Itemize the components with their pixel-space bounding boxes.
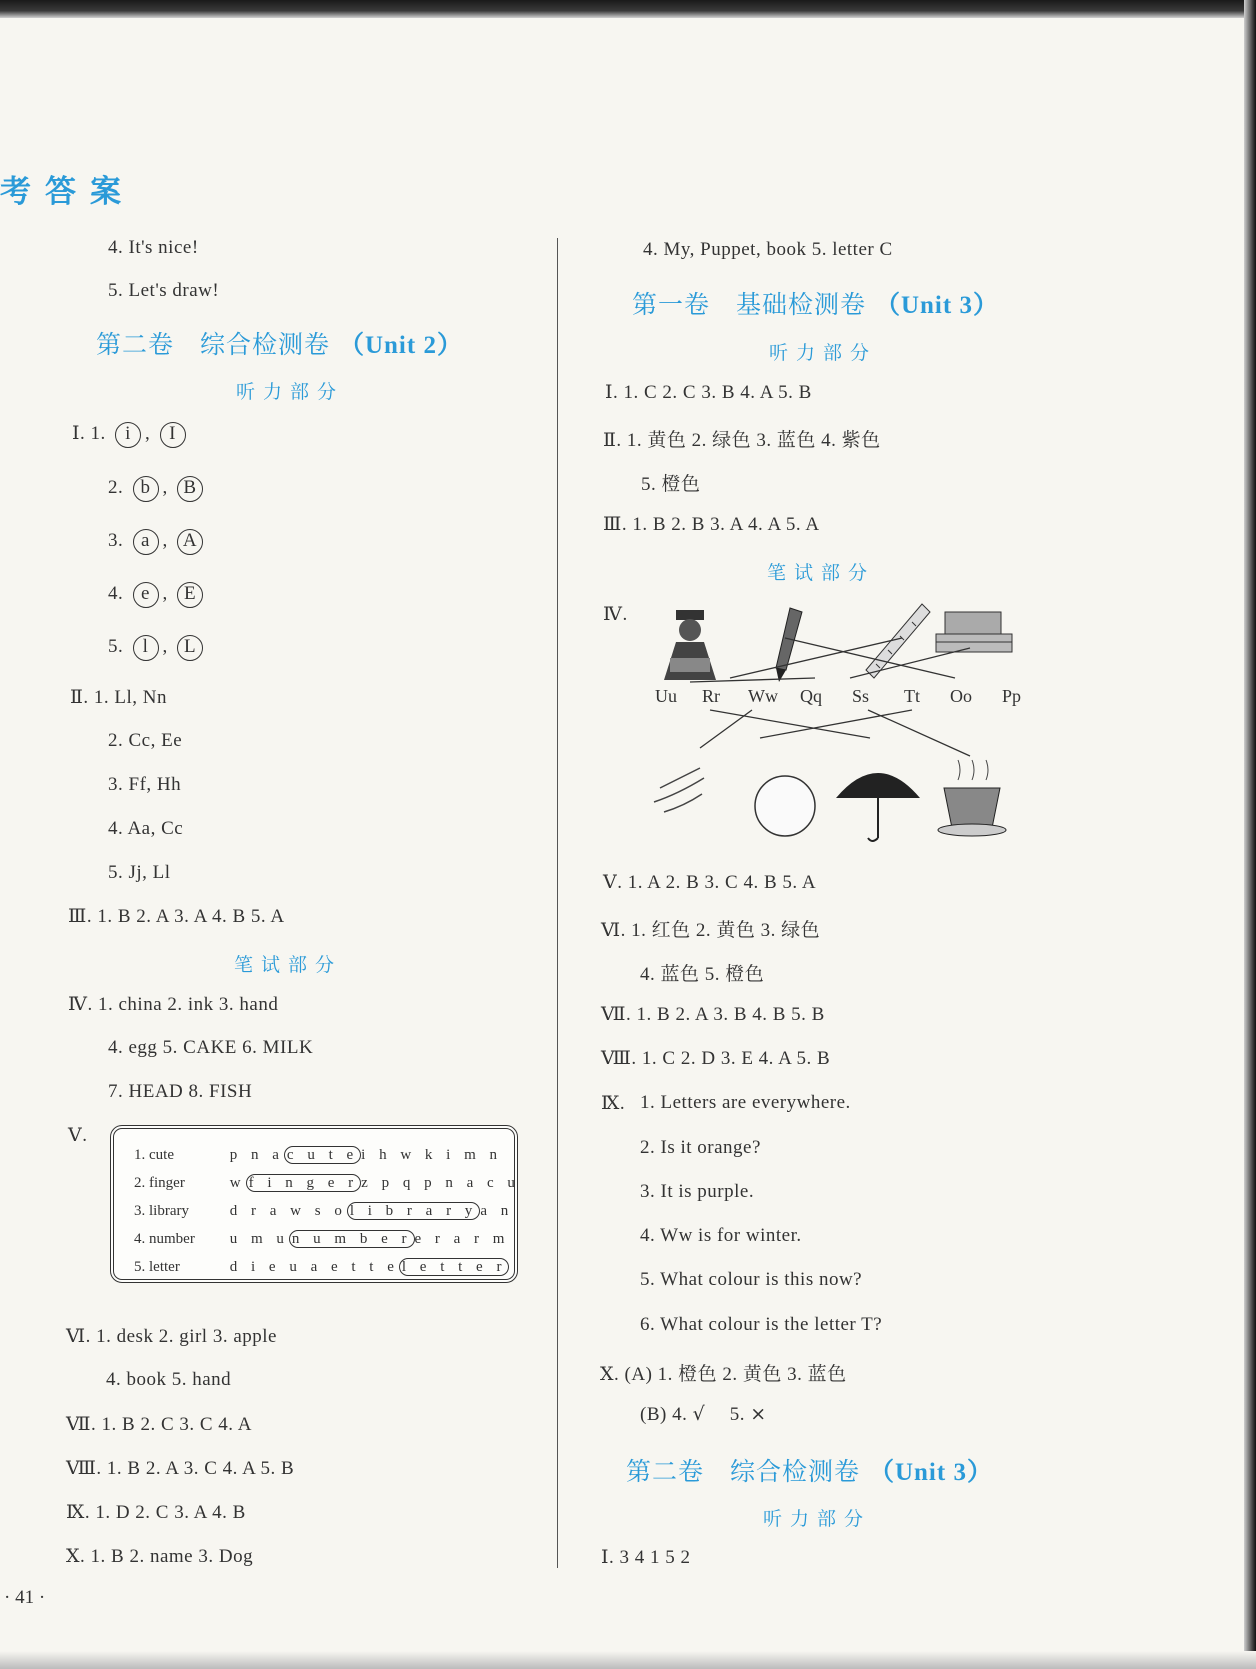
q4-label: Ⅳ. — [603, 604, 628, 625]
tea-picture — [938, 760, 1006, 836]
letter-pair: Pp — [1002, 686, 1022, 706]
match-line — [710, 710, 870, 738]
answer-line: 3. It is purple. — [640, 1181, 755, 1202]
circled-letter: E — [177, 582, 203, 608]
word-search-answer: n u m b e r — [289, 1230, 415, 1248]
q1-num: 4. — [108, 583, 124, 604]
q1-row-1: Ⅰ. 1. i , I — [72, 422, 190, 448]
page-title: 考答案 — [0, 174, 135, 210]
word-search-clue: 2. finger — [134, 1175, 185, 1191]
answer-line: Ⅶ. 1. B 2. A 3. B 4. B 5. B — [601, 1004, 825, 1025]
circled-letter: i — [115, 422, 141, 448]
word-search-answer: l i b r a r y — [347, 1202, 480, 1220]
word-search-clue: 1. cute — [134, 1147, 174, 1163]
section-title-unit: （Unit 3） — [868, 1459, 993, 1486]
word-search-answer: l e t t e r — [399, 1258, 510, 1276]
orange-picture — [755, 776, 815, 836]
q10-b-line — [640, 1403, 767, 1426]
word-search-clue: 5. letter — [134, 1259, 180, 1275]
subsection-writing: 笔试部分 — [234, 954, 343, 976]
answer-line: Ⅳ. 1. china 2. ink 3. hand — [68, 994, 279, 1015]
answer-line: Ⅰ. 3 4 1 5 2 — [601, 1547, 691, 1568]
q1-label: Ⅰ. 1. — [72, 423, 106, 444]
answer-line: Ⅷ. 1. C 2. D 3. E 4. A 5. B — [601, 1048, 831, 1069]
answer-line: 5. Let's draw! — [108, 280, 220, 301]
cross-mark: × — [750, 1403, 767, 1425]
ruler-picture — [866, 604, 930, 678]
queen-picture — [664, 610, 716, 680]
answer-line: Ⅲ. 1. B 2. B 3. A 4. A 5. A — [603, 514, 820, 535]
word-search-letters: u m u — [229, 1231, 289, 1247]
answer-line: 4. Aa, Cc — [108, 818, 184, 839]
answer-line: Ⅱ. 1. 黄色 2. 绿色 3. 蓝色 4. 紫色 — [603, 430, 881, 451]
q1-num: 2. — [108, 477, 124, 498]
scan-right-edge — [1244, 0, 1256, 1669]
pencil-picture — [776, 608, 802, 682]
answer-line: 2. Is it orange? — [640, 1137, 761, 1158]
word-search-answer: c u t e — [284, 1146, 361, 1164]
word-search-box — [110, 1125, 518, 1283]
answer-line: 5. Jj, Ll — [108, 862, 171, 883]
wind-picture — [654, 768, 704, 812]
word-search-letters: e r a r m — [414, 1231, 510, 1247]
page-number: · 41 · — [4, 1587, 46, 1608]
answer-line: Ⅷ. 1. B 2. A 3. C 4. A 5. B — [66, 1458, 295, 1479]
section-title-unit: （Unit 3） — [874, 292, 999, 319]
word-search-letters: w — [229, 1175, 246, 1191]
answer-line: 4. It's nice! — [108, 237, 199, 258]
subsection-listening: 听力部分 — [769, 342, 878, 364]
answer-line: 2. Cc, Ee — [108, 730, 183, 751]
circled-letter: a — [133, 529, 159, 555]
circled-letter: e — [133, 582, 159, 608]
answer-line: Ⅲ. 1. B 2. A 3. A 4. B 5. A — [68, 906, 285, 927]
word-search-letters: a n — [480, 1203, 514, 1219]
letter-pair: Tt — [904, 686, 920, 706]
word-search-letters: i h w k i m n — [361, 1147, 502, 1163]
word-search-answer: f i n g e r — [246, 1174, 362, 1192]
q9-label: Ⅸ. — [601, 1093, 626, 1114]
q1-num: 5. — [108, 636, 124, 657]
matching-diagram — [640, 598, 1040, 848]
answer-line: 7. HEAD 8. FISH — [108, 1081, 253, 1102]
word-search-row — [134, 1259, 509, 1276]
answer-line: 1. Letters are everywhere. — [640, 1092, 851, 1113]
word-search-letters: d i e u a e t t e — [229, 1259, 399, 1275]
answer-line: 5. 橙色 — [641, 474, 701, 495]
word-search-letters: d r a w s o — [229, 1203, 347, 1219]
letter-pair: Ww — [748, 686, 778, 706]
section-title-unit3-basic — [632, 285, 999, 321]
answer-line: Ⅶ. 1. B 2. C 3. C 4. A — [66, 1414, 252, 1435]
circled-letter: L — [177, 635, 203, 661]
answer-line: Ⅹ. (A) 1. 橙色 2. 黄色 3. 蓝色 — [600, 1364, 847, 1385]
scan-top-edge — [0, 0, 1256, 18]
section-title-unit3-comprehensive — [626, 1452, 993, 1488]
section-title-text: 第一卷 基础检测卷 — [632, 290, 867, 319]
answer-line: Ⅹ. 1. B 2. name 3. Dog — [66, 1546, 254, 1567]
answer-line: 4. egg 5. CAKE 6. MILK — [108, 1037, 314, 1058]
circled-letter: l — [133, 635, 159, 661]
check-mark: √ — [692, 1403, 706, 1425]
letter-pair: Qq — [800, 686, 822, 706]
answer-line: 5. What colour is this now? — [640, 1269, 863, 1290]
letter-pair: Uu — [655, 686, 677, 706]
match-line — [868, 710, 970, 756]
q10-b-prefix: (B) 4. — [640, 1404, 688, 1425]
answer-line: 3. Ff, Hh — [108, 774, 182, 795]
section-title-unit: （Unit 2） — [338, 332, 463, 359]
word-search-row — [134, 1231, 509, 1248]
circled-letter: I — [160, 422, 186, 448]
word-search-row — [134, 1203, 513, 1220]
word-search-row — [134, 1147, 502, 1164]
umbrella-picture — [836, 773, 920, 841]
word-search-clue: 3. library — [134, 1203, 189, 1219]
match-line — [760, 710, 912, 738]
circled-letter: b — [133, 476, 159, 502]
q5-label: Ⅴ. — [68, 1125, 88, 1146]
answer-line: 4. book 5. hand — [106, 1369, 232, 1390]
answer-line: 4. My, Puppet, book 5. letter C — [643, 239, 893, 260]
answer-line: Ⅱ. 1. Ll, Nn — [70, 687, 168, 708]
q1-row-3: 3. a , A — [108, 529, 207, 555]
answer-line: 6. What colour is the letter T? — [640, 1314, 883, 1335]
answer-line: 4. 蓝色 5. 橙色 — [640, 964, 765, 985]
column-divider — [557, 238, 558, 1568]
word-search-row — [134, 1175, 520, 1192]
answer-line: Ⅵ. 1. 红色 2. 黄色 3. 绿色 — [601, 920, 821, 941]
scan-bottom-edge — [0, 1651, 1256, 1669]
answer-line: Ⅸ. 1. D 2. C 3. A 4. B — [66, 1502, 246, 1523]
section-title-unit2 — [96, 325, 463, 361]
subsection-listening: 听力部分 — [763, 1508, 872, 1530]
section-title-text: 第二卷 综合检测卷 — [626, 1457, 861, 1486]
match-line — [850, 648, 970, 678]
answer-line: Ⅵ. 1. desk 2. girl 3. apple — [66, 1326, 277, 1347]
letter-pair: Rr — [702, 686, 720, 706]
subsection-writing: 笔试部分 — [767, 562, 876, 584]
letter-pair: Oo — [950, 686, 972, 706]
answer-line: 4. Ww is for winter. — [640, 1225, 802, 1246]
subsection-listening: 听力部分 — [236, 381, 345, 403]
section-title-text: 第二卷 综合检测卷 — [96, 330, 331, 359]
q1-row-2: 2. b , B — [108, 476, 207, 502]
answer-line: Ⅴ. 1. A 2. B 3. C 4. B 5. A — [603, 872, 817, 893]
q1-row-4: 4. e , E — [108, 582, 207, 608]
circled-letter: A — [177, 529, 203, 555]
q1-row-5: 5. l , L — [108, 635, 207, 661]
word-search-letters: p n a — [229, 1147, 284, 1163]
q1-num: 3. — [108, 530, 124, 551]
circled-letter: B — [177, 476, 203, 502]
word-search-clue: 4. number — [134, 1231, 195, 1247]
answer-line: Ⅰ. 1. C 2. C 3. B 4. A 5. B — [605, 382, 812, 403]
q10-b-mid: 5. — [729, 1404, 745, 1425]
letter-pair: Ss — [852, 686, 870, 706]
school-picture — [936, 612, 1012, 652]
word-search-letters: z p q p n a c u — [361, 1175, 520, 1191]
